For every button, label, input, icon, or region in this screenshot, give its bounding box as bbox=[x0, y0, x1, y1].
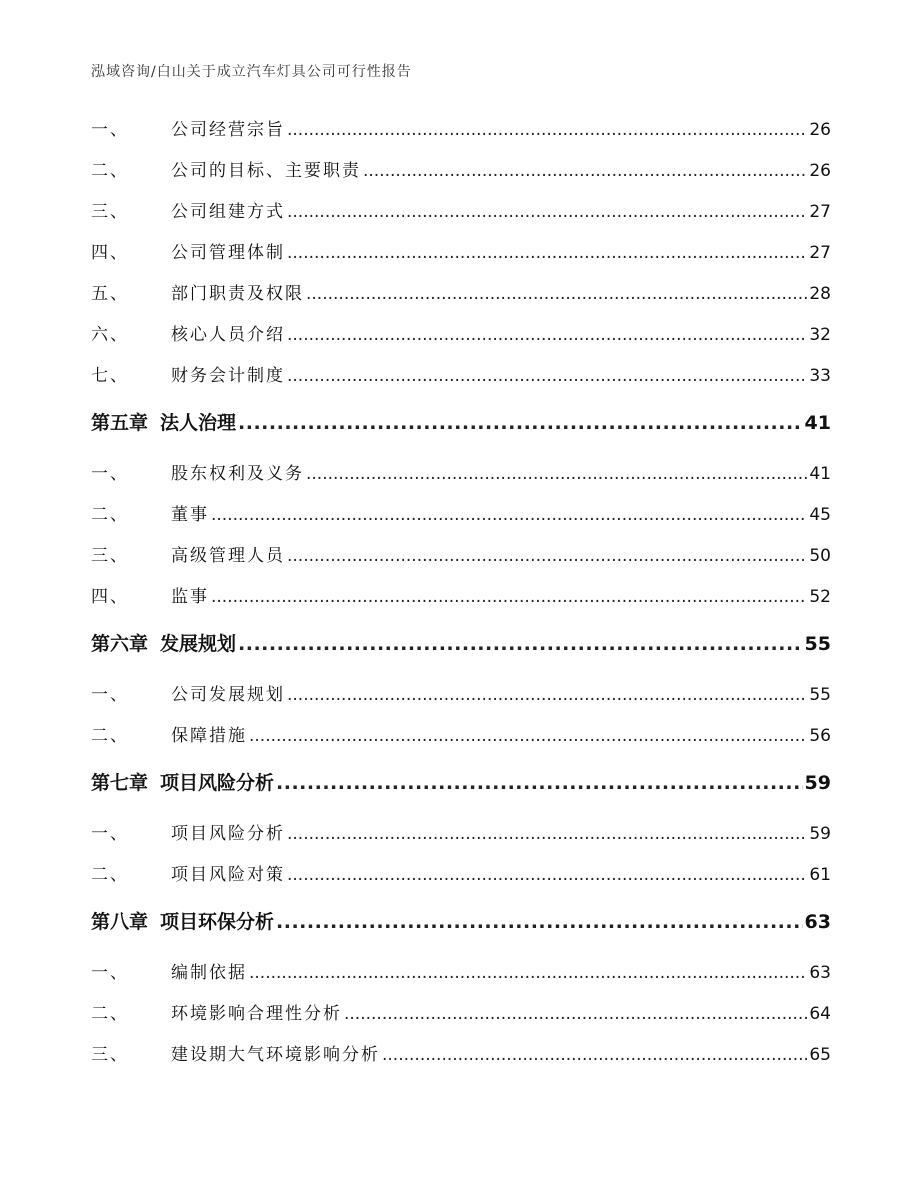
toc-chapter-title: 项目环保分析 bbox=[160, 911, 275, 933]
dot-leader bbox=[287, 865, 807, 885]
toc-entry[interactable] bbox=[91, 500, 831, 541]
toc-entry-title: 公司管理体制 bbox=[171, 243, 285, 263]
toc-entry-number: 七、 bbox=[91, 366, 129, 386]
toc-entry-number: 三、 bbox=[91, 546, 129, 566]
dot-leader bbox=[287, 366, 807, 386]
dot-leader bbox=[249, 963, 807, 983]
toc-entry-page: 33 bbox=[809, 366, 831, 386]
dot-leader bbox=[287, 824, 807, 844]
toc-entry-page: 52 bbox=[809, 587, 831, 607]
toc-entry-page: 28 bbox=[809, 284, 831, 304]
toc-entry-page: 55 bbox=[809, 685, 831, 705]
toc-entry-title: 财务会计制度 bbox=[171, 366, 285, 386]
toc-entry-page: 41 bbox=[809, 464, 831, 484]
toc-entry-page: 59 bbox=[809, 824, 831, 844]
toc-chapter-number: 第八章 bbox=[91, 911, 149, 933]
table-of-contents bbox=[91, 115, 831, 1081]
toc-entry-title: 核心人员介绍 bbox=[171, 325, 285, 345]
toc-entry-page: 26 bbox=[809, 161, 831, 181]
dot-leader bbox=[249, 726, 807, 746]
toc-chapter-page: 41 bbox=[804, 412, 831, 434]
dot-leader bbox=[238, 412, 803, 434]
toc-entry-page: 45 bbox=[809, 505, 831, 525]
dot-leader bbox=[344, 1004, 807, 1024]
toc-entry-page: 64 bbox=[809, 1004, 831, 1024]
toc-entry[interactable] bbox=[91, 238, 831, 279]
toc-entry-number: 五、 bbox=[91, 284, 129, 304]
toc-entry-number: 二、 bbox=[91, 161, 129, 181]
toc-entry[interactable] bbox=[91, 361, 831, 402]
toc-entry[interactable] bbox=[91, 459, 831, 500]
toc-entry-number: 三、 bbox=[91, 1045, 129, 1065]
toc-entry-page: 32 bbox=[809, 325, 831, 345]
toc-entry-number: 一、 bbox=[91, 685, 129, 705]
toc-chapter-page: 59 bbox=[804, 772, 831, 794]
toc-entry-title: 公司发展规划 bbox=[171, 685, 285, 705]
toc-entry-title: 公司组建方式 bbox=[171, 202, 285, 222]
toc-entry-page: 27 bbox=[809, 202, 831, 222]
toc-entry-number: 一、 bbox=[91, 963, 129, 983]
toc-entry[interactable] bbox=[91, 721, 831, 762]
toc-entry-title: 建设期大气环境影响分析 bbox=[171, 1045, 380, 1065]
toc-entry[interactable] bbox=[91, 819, 831, 860]
dot-leader bbox=[287, 325, 807, 345]
toc-entry-title: 项目风险对策 bbox=[171, 865, 285, 885]
toc-chapter-number: 第五章 bbox=[91, 412, 149, 434]
toc-entry[interactable] bbox=[91, 115, 831, 156]
toc-entry-title: 部门职责及权限 bbox=[171, 284, 304, 304]
toc-entry[interactable] bbox=[91, 999, 831, 1040]
toc-entry-number: 二、 bbox=[91, 865, 129, 885]
toc-entry[interactable] bbox=[91, 320, 831, 361]
toc-entry-page: 26 bbox=[809, 120, 831, 140]
toc-entry[interactable] bbox=[91, 541, 831, 582]
toc-entry-page: 65 bbox=[809, 1045, 831, 1065]
toc-entry-title: 高级管理人员 bbox=[171, 546, 285, 566]
dot-leader bbox=[306, 464, 807, 484]
dot-leader bbox=[287, 243, 807, 263]
toc-chapter-title: 发展规划 bbox=[160, 633, 237, 655]
dot-leader bbox=[287, 685, 807, 705]
dot-leader bbox=[363, 161, 807, 181]
dot-leader bbox=[211, 587, 807, 607]
toc-entry[interactable] bbox=[91, 680, 831, 721]
toc-entry[interactable] bbox=[91, 958, 831, 999]
dot-leader bbox=[306, 284, 807, 304]
dot-leader bbox=[238, 633, 803, 655]
toc-entry-title: 公司的目标、主要职责 bbox=[171, 161, 361, 181]
toc-entry-number: 三、 bbox=[91, 202, 129, 222]
toc-entry-number: 二、 bbox=[91, 1004, 129, 1024]
toc-entry-title: 项目风险分析 bbox=[171, 824, 285, 844]
toc-entry-page: 56 bbox=[809, 726, 831, 746]
toc-entry-title: 环境影响合理性分析 bbox=[171, 1004, 342, 1024]
toc-entry-number: 四、 bbox=[91, 243, 129, 263]
toc-entry-title: 公司经营宗旨 bbox=[171, 120, 285, 140]
toc-entry-page: 50 bbox=[809, 546, 831, 566]
running-header: 泓域咨询/白山关于成立汽车灯具公司可行性报告 bbox=[91, 64, 412, 80]
toc-entry[interactable] bbox=[91, 1040, 831, 1081]
toc-entry-number: 二、 bbox=[91, 726, 129, 746]
toc-chapter[interactable] bbox=[91, 768, 831, 815]
toc-entry-title: 监事 bbox=[171, 587, 209, 607]
toc-chapter-number: 第六章 bbox=[91, 633, 149, 655]
toc-entry-number: 一、 bbox=[91, 824, 129, 844]
dot-leader bbox=[287, 120, 807, 140]
dot-leader bbox=[276, 911, 803, 933]
toc-chapter-page: 55 bbox=[804, 633, 831, 655]
toc-entry[interactable] bbox=[91, 279, 831, 320]
toc-chapter[interactable] bbox=[91, 629, 831, 676]
toc-entry-page: 27 bbox=[809, 243, 831, 263]
dot-leader bbox=[276, 772, 803, 794]
toc-chapter-page: 63 bbox=[804, 911, 831, 933]
toc-entry-title: 保障措施 bbox=[171, 726, 247, 746]
toc-entry-number: 一、 bbox=[91, 464, 129, 484]
toc-entry-number: 六、 bbox=[91, 325, 129, 345]
toc-entry-number: 四、 bbox=[91, 587, 129, 607]
toc-entry[interactable] bbox=[91, 582, 831, 623]
toc-chapter-title: 项目风险分析 bbox=[160, 772, 275, 794]
toc-entry-number: 二、 bbox=[91, 505, 129, 525]
dot-leader bbox=[287, 546, 807, 566]
dot-leader bbox=[287, 202, 807, 222]
toc-entry-title: 董事 bbox=[171, 505, 209, 525]
toc-entry[interactable] bbox=[91, 860, 831, 901]
dot-leader bbox=[211, 505, 807, 525]
toc-entry-page: 61 bbox=[809, 865, 831, 885]
toc-entry-title: 编制依据 bbox=[171, 963, 247, 983]
toc-chapter-number: 第七章 bbox=[91, 772, 149, 794]
toc-chapter[interactable] bbox=[91, 907, 831, 954]
toc-entry-number: 一、 bbox=[91, 120, 129, 140]
toc-entry-page: 63 bbox=[809, 963, 831, 983]
toc-chapter[interactable] bbox=[91, 408, 831, 455]
toc-entry[interactable] bbox=[91, 156, 831, 197]
dot-leader bbox=[382, 1045, 807, 1065]
toc-chapter-title: 法人治理 bbox=[160, 412, 237, 434]
toc-entry[interactable] bbox=[91, 197, 831, 238]
toc-entry-title: 股东权利及义务 bbox=[171, 464, 304, 484]
